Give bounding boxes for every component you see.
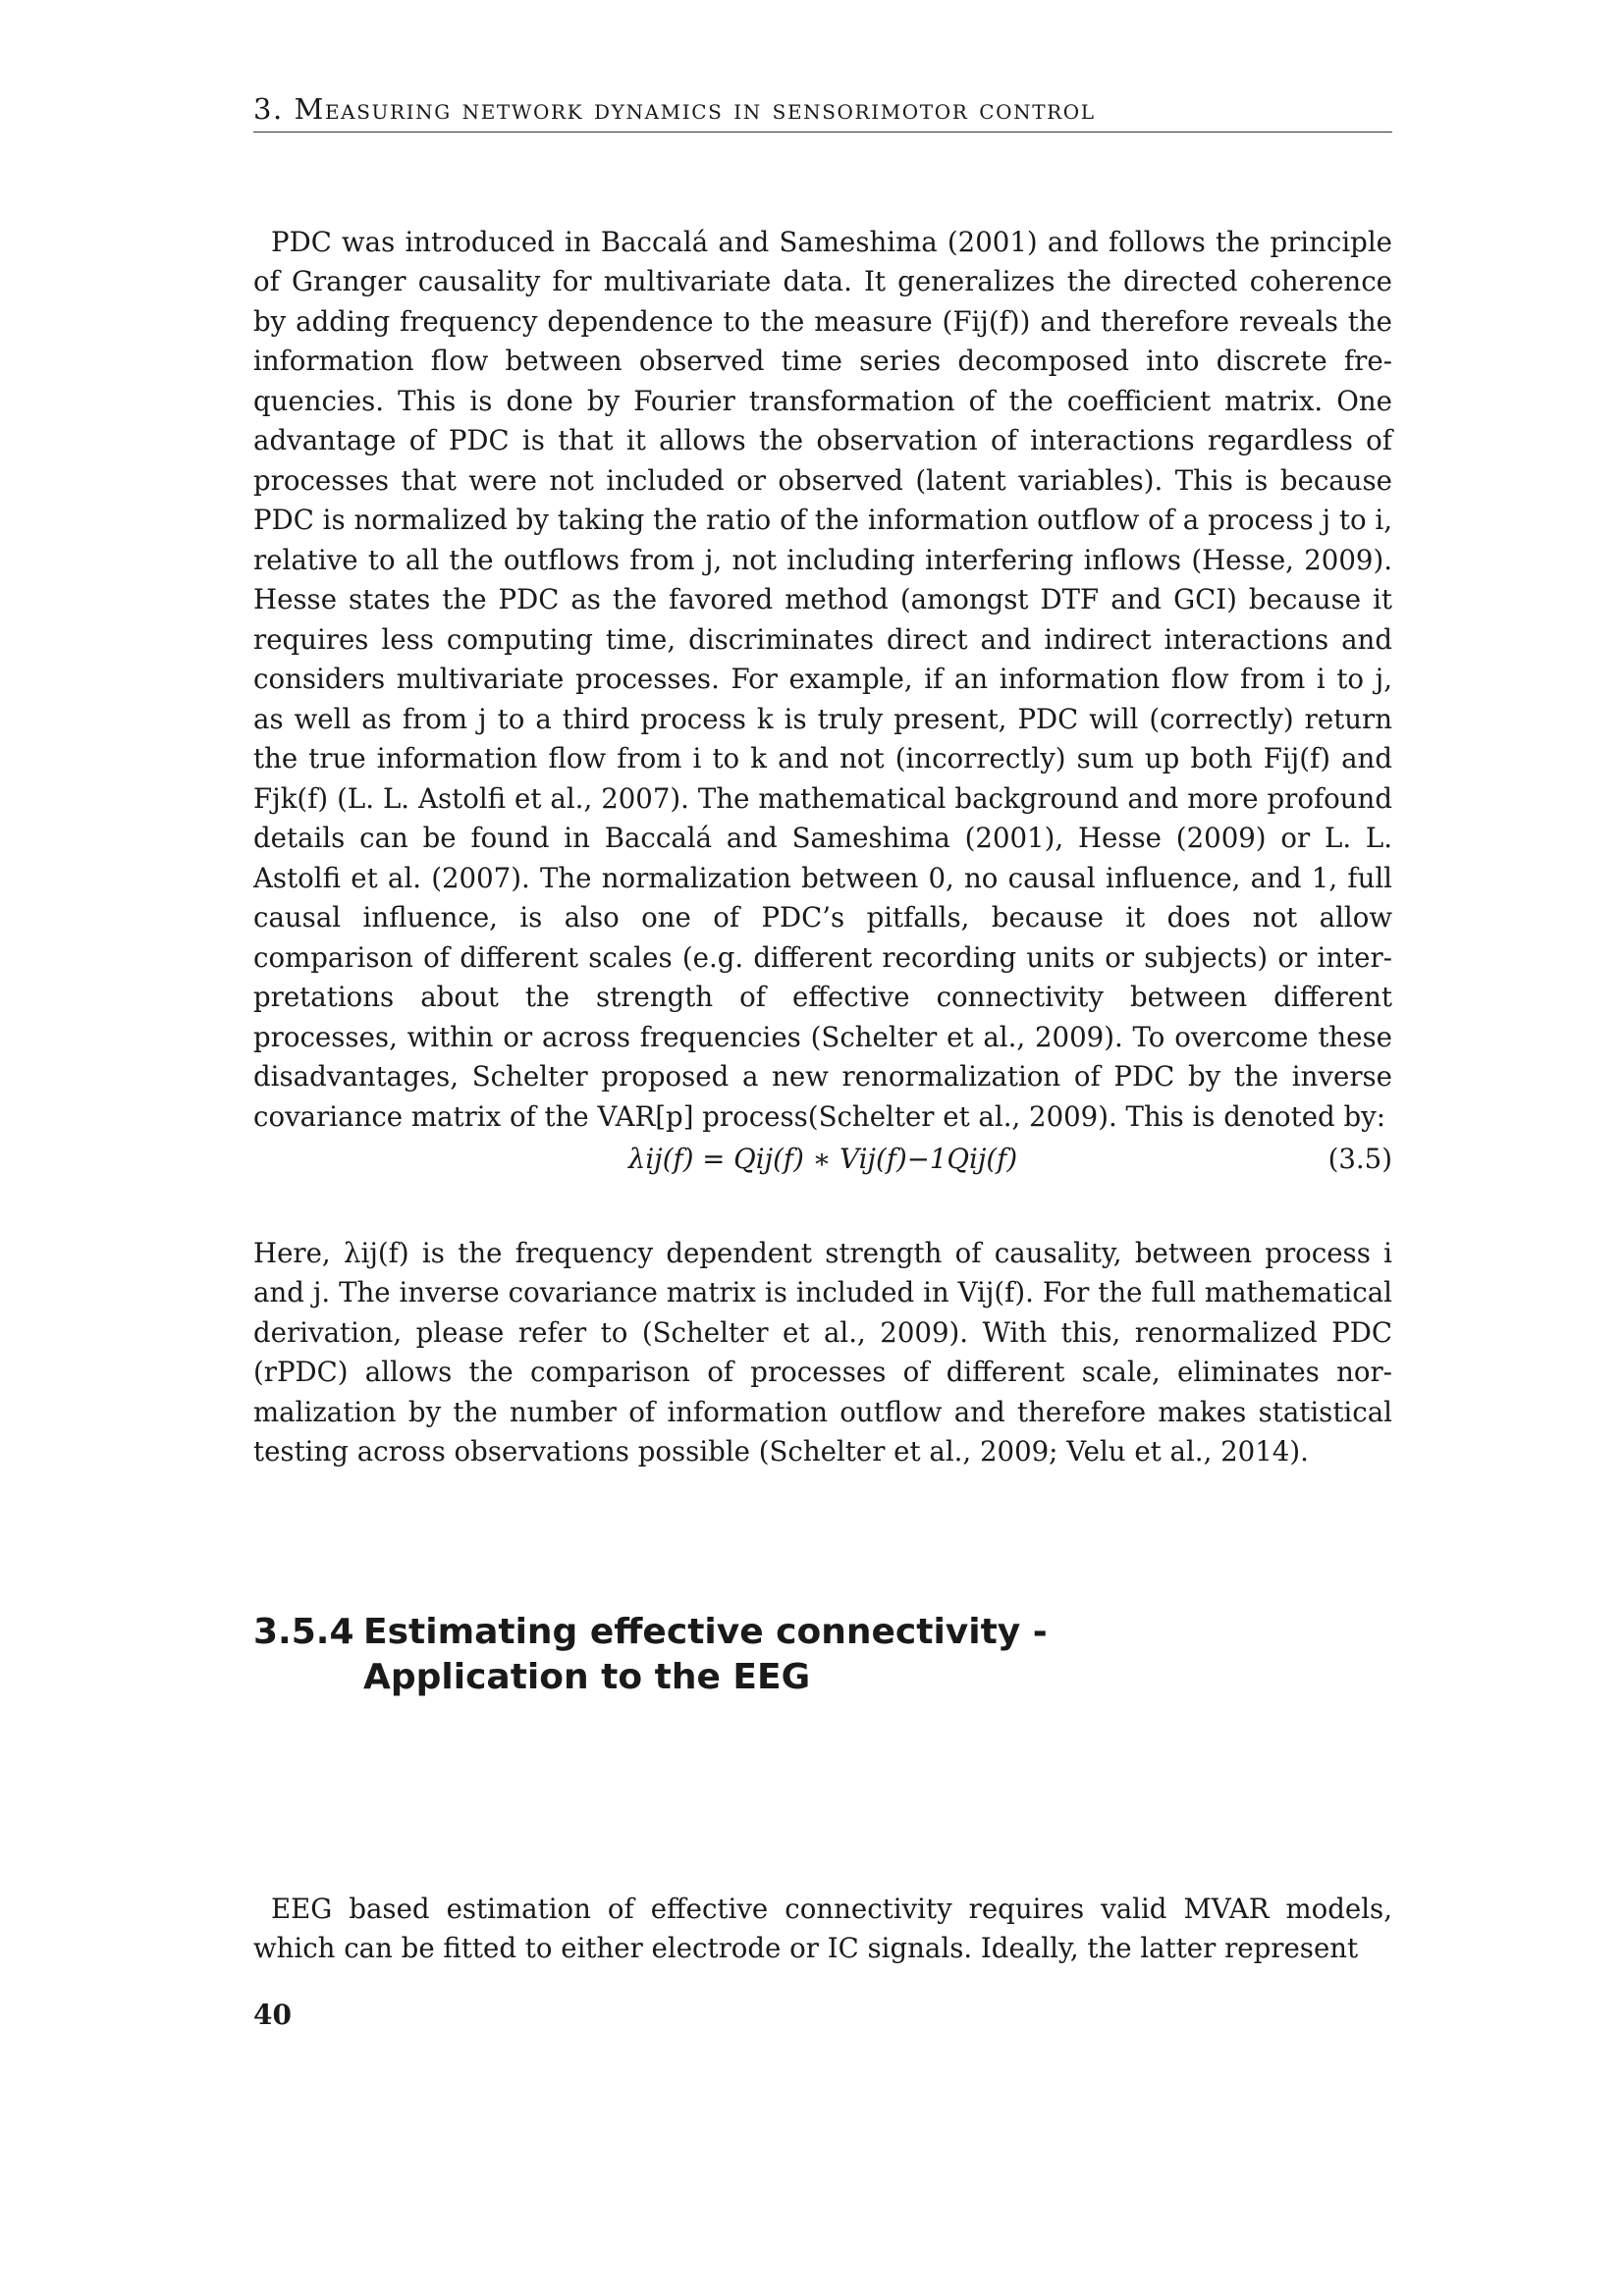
page-number: 40 <box>253 1999 292 2031</box>
body-paragraph-rpdc: Here, λij(f) is the frequency dependent strength of causality, between process i and j. The inverse covariance matrix is included in Vij(f). For the full mathematical derivation, please refer to (Schelter et al., 2009). With this, renormalized PDC (rPDC) allows the comparison of processes of different scale, eliminates normalization by the number of information outflow and therefore makes statistical testing across observations possible (Schelter et al., 2009; Velu et al., 2014). <box>253 1236 1392 1468</box>
body-paragraph-eeg: EEG based estimation of effective connectivity requires valid MVAR models, which can be fitted to either electrode or IC signals. Ideally, the latter represent <box>253 1892 1392 1965</box>
section-number: 3.5.4 <box>253 1612 354 1652</box>
section-title: Estimating effective connectivity - Application to the EEG <box>363 1612 1048 1697</box>
equation-number: (3.5) <box>1327 1143 1392 1175</box>
running-head: 3. Measuring network dynamics in sensorimotor control <box>253 92 1392 133</box>
equation-expression: λij(f) = Qij(f) ∗ Vij(f)−1Qij(f) <box>627 1143 1018 1175</box>
equation-3-5 <box>253 1143 1392 1186</box>
body-paragraph-pdc-intro: PDC was introduced in Baccalá and Sameshima (2001) and follows the principle of Granger causality for multivariate data. It generalizes the directed coherence by adding frequency dependence to the measure (Fij(f)) and therefore reveals the information flow between observed time series decomposed into discrete frequencies. This is done by Fourier transformation of the coefficient matrix. One advantage of PDC is that it allows the observation of interactions regardless of processes that were not included or observed (latent variables). This is because PDC is normalized by taking the ratio of the information outflow of a process j to i, relative to all the outflows from j, not including interfering inflows (Hesse, 2009). Hesse states the PDC as the favored method (amongst DTF and GCI) because it requires less computing time, discriminates direct and indirect interactions and considers multivariate processes. For example, if an information flow from i to j, as well as from j to a third process k is truly present, PDC will (correctly) return the true information flow from i to k and not (incorrectly) sum up both Fij(f) and Fjk(f) (L. L. Astolfi et al., 2007). The mathematical background and more profound details can be found in Baccalá and Sameshima (2001), Hesse (2009) or L. L. Astolfi et al. (2007). The normalization between 0, no causal influence, and 1, full causal influence, is also one of PDC’s pitfalls, because it does not allow comparison of different scales (e.g. different recording units or subjects) or interpretations about the strength of effective connectivity between different processes, within or across frequencies (Schelter et al., 2009). To overcome these disadvantages, Schelter proposed a new renormalization of PDC by the inverse covariance matrix of the VAR[p] process(Schelter et al., 2009). This is denoted by: <box>253 225 1392 1133</box>
section-heading <box>253 1610 1392 1700</box>
